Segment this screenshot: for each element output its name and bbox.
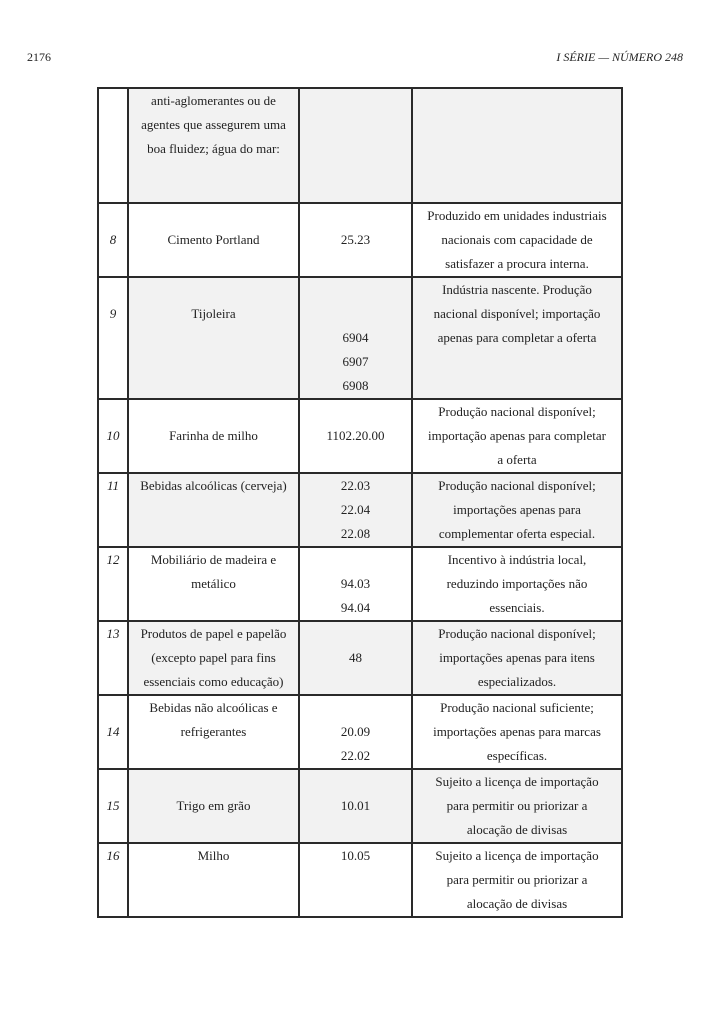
item-number <box>98 843 128 917</box>
item-number-text: 13 <box>106 626 120 641</box>
product-cell-line: agentes que assegurem uma <box>141 117 286 132</box>
item-number <box>98 695 128 769</box>
codes-cell-line: 1102.20.00 <box>326 428 385 443</box>
product-cell <box>128 88 299 203</box>
item-number <box>98 203 128 277</box>
codes-cell <box>299 769 412 843</box>
codes-cell-line: 6907 <box>342 354 369 369</box>
table-row <box>98 203 622 277</box>
codes-cell-line: 10.05 <box>340 848 371 863</box>
product-cell <box>128 621 299 695</box>
item-number-text: 11 <box>106 478 120 493</box>
item-number <box>98 547 128 621</box>
codes-cell <box>299 843 412 917</box>
justification-cell-line: importações apenas para itens <box>439 650 595 665</box>
page-number: 2176 <box>27 50 51 64</box>
item-number <box>98 399 128 473</box>
table-row <box>98 473 622 547</box>
item-number-text: 9 <box>109 306 117 321</box>
product-cell <box>128 547 299 621</box>
justification-cell-line: Produção nacional suficiente; <box>440 700 594 715</box>
product-cell-line: metálico <box>191 576 236 591</box>
product-cell-line: Trigo em grão <box>176 798 251 813</box>
codes-cell <box>299 88 412 203</box>
product-cell-line: Mobiliário de madeira e <box>150 552 277 567</box>
table-row <box>98 399 622 473</box>
justification-cell-line: apenas para completar a oferta <box>437 330 597 345</box>
justification-cell-line: para permitir ou priorizar a <box>446 798 588 813</box>
codes-cell-line: 25.23 <box>340 232 371 247</box>
justification-cell-line: Produção nacional disponível; <box>438 404 596 419</box>
item-number <box>98 277 128 399</box>
product-cell-line: Milho <box>197 848 230 863</box>
codes-cell-line: 20.09 <box>340 724 371 739</box>
justification-cell-line: satisfazer a procura interna. <box>445 256 589 271</box>
item-number-text: 14 <box>106 724 120 739</box>
justification-cell-line: especializados. <box>477 674 557 689</box>
product-cell-line: refrigerantes <box>180 724 247 739</box>
codes-cell-line: 6904 <box>342 330 369 345</box>
item-number-text: 12 <box>106 552 120 567</box>
table-row <box>98 769 622 843</box>
justification-cell-line: complementar oferta especial. <box>438 526 596 541</box>
series-header: I SÉRIE — NÚMERO 248 <box>556 50 683 64</box>
item-number <box>98 473 128 547</box>
justification-cell <box>412 547 622 621</box>
justification-cell-line: importação apenas para completar <box>428 428 606 443</box>
justification-cell-line: Produção nacional disponível; <box>438 478 596 493</box>
table-row <box>98 547 622 621</box>
codes-cell <box>299 621 412 695</box>
justification-cell-line: importações apenas para marcas <box>433 724 601 739</box>
table-row <box>98 88 622 203</box>
products-table <box>97 87 623 918</box>
codes-cell <box>299 695 412 769</box>
codes-cell <box>299 399 412 473</box>
product-cell <box>128 399 299 473</box>
justification-cell-line: nacional disponível; importação <box>433 306 601 321</box>
item-number-text: 16 <box>106 848 120 863</box>
table-row <box>98 695 622 769</box>
item-number-text: 15 <box>106 798 120 813</box>
justification-cell-line: específicas. <box>486 748 548 763</box>
codes-cell <box>299 473 412 547</box>
item-number <box>98 621 128 695</box>
product-cell-line: (excepto papel para fins <box>151 650 276 665</box>
justification-cell-line: Produção nacional disponível; <box>438 626 596 641</box>
justification-cell <box>412 843 622 917</box>
codes-cell-line: 94.03 <box>340 576 371 591</box>
product-cell <box>128 473 299 547</box>
justification-cell-line: alocação de divisas <box>466 896 568 911</box>
item-number-text: 8 <box>109 232 117 247</box>
justification-cell-line: Sujeito a licença de importação <box>435 848 599 863</box>
product-cell <box>128 277 299 399</box>
codes-cell-line: 22.08 <box>340 526 371 541</box>
justification-cell-line: para permitir ou priorizar a <box>446 872 588 887</box>
justification-cell <box>412 203 622 277</box>
product-cell-line: Cimento Portland <box>167 232 260 247</box>
justification-cell-line: reduzindo importações não <box>446 576 588 591</box>
justification-cell <box>412 621 622 695</box>
justification-cell <box>412 88 622 203</box>
product-cell-line: Bebidas alcoólicas (cerveja) <box>140 478 287 493</box>
justification-cell-line: Sujeito a licença de importação <box>435 774 599 789</box>
product-cell <box>128 769 299 843</box>
justification-cell <box>412 399 622 473</box>
product-cell-line: boa fluidez; água do mar: <box>147 141 280 156</box>
justification-cell-line: a oferta <box>497 452 537 467</box>
justification-cell <box>412 473 622 547</box>
codes-cell-line: 22.02 <box>340 748 371 763</box>
product-cell-line: anti-aglomerantes ou de <box>151 93 276 108</box>
product-cell-line: Produtos de papel e papelão <box>140 626 287 641</box>
justification-cell-line: importações apenas para <box>453 502 581 517</box>
codes-cell-line: 48 <box>349 650 362 665</box>
codes-cell-line: 6908 <box>342 378 369 393</box>
codes-cell <box>299 547 412 621</box>
table-row <box>98 277 622 399</box>
codes-cell-line: 22.04 <box>340 502 371 517</box>
item-number <box>98 88 128 203</box>
table-row <box>98 621 622 695</box>
codes-cell-line: 94.04 <box>340 600 371 615</box>
codes-cell <box>299 277 412 399</box>
justification-cell-line: Incentivo à indústria local, <box>447 552 587 567</box>
justification-cell-line: alocação de divisas <box>466 822 568 837</box>
codes-cell <box>299 203 412 277</box>
justification-cell <box>412 695 622 769</box>
item-number <box>98 769 128 843</box>
justification-cell <box>412 769 622 843</box>
codes-cell-line: 22.03 <box>340 478 371 493</box>
item-number-text: 10 <box>106 428 120 443</box>
product-cell <box>128 843 299 917</box>
product-cell-line: essenciais como educação) <box>143 674 284 689</box>
product-cell-line: Tijoleira <box>191 306 236 321</box>
product-cell <box>128 203 299 277</box>
table-row <box>98 843 622 917</box>
product-cell-line: Farinha de milho <box>169 428 258 443</box>
product-cell-line: Bebidas não alcoólicas e <box>149 700 278 715</box>
justification-cell <box>412 277 622 399</box>
justification-cell-line: Indústria nascente. Produção <box>442 282 592 297</box>
justification-cell-line: essenciais. <box>489 600 545 615</box>
justification-cell-line: nacionais com capacidade de <box>441 232 593 247</box>
codes-cell-line: 10.01 <box>340 798 371 813</box>
justification-cell-line: Produzido em unidades industriais <box>427 208 607 223</box>
product-cell <box>128 695 299 769</box>
